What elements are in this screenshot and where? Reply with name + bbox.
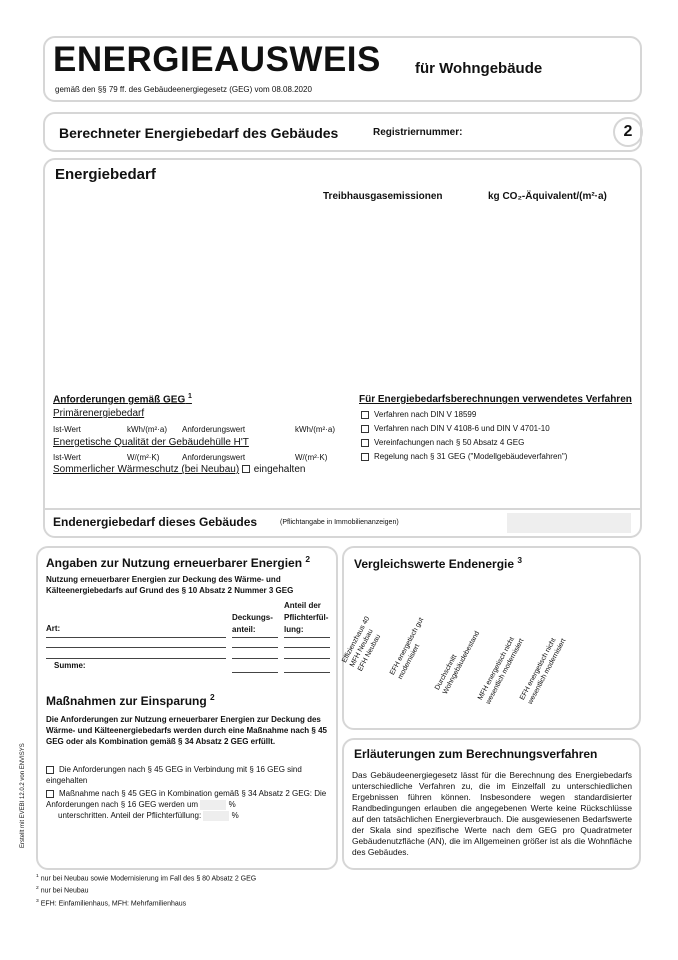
vergleich-label-3: Durchschnitt Wohngebäudebestand — [433, 630, 482, 696]
vergleich-sup: 3 — [517, 555, 523, 565]
percent-sign-2: % — [231, 811, 239, 820]
footnote — [36, 897, 256, 909]
erneuerbar-desc: Nutzung erneuerbarer Energien zur Deckung des Wärme- und Kälteenergiebedarfs auf Grund des § 10 Absatz 2 Nummer 3 GEG — [46, 575, 294, 595]
energiebedarf-title: Energiebedarf — [55, 166, 156, 183]
primaerenergie-title: Primärenergiebedarf — [53, 408, 145, 419]
footnotes — [36, 872, 256, 909]
thg-unit: kg CO₂-Äquivalent/(m²·a) — [488, 191, 607, 202]
massnahmen-option-1[interactable] — [46, 764, 328, 786]
anforderungswert-label-2: Anforderungswert — [182, 453, 246, 462]
massnahmen-desc: Die Anforderungen zur Nutzung erneuerbarer Energien zur Deckung des Wärme- und Kälteenergiebedarfs werden durch eine Maßnahme nach § 45 GEG oder als Kombination gemäß § 34 Absatz 2 GEG erfüllt. — [46, 715, 327, 746]
massnahmen-option-2[interactable] — [46, 788, 328, 821]
erneuerbar-sup: 2 — [305, 554, 311, 564]
option-2-label-2: unterschritten. Anteil der Pflichterfüllung: — [58, 811, 202, 820]
ist-wert-label: Ist-Wert — [53, 425, 81, 434]
anforderungen-sup: 1 — [188, 393, 192, 400]
vergleich-label-4: MFH energetisch nicht wesentlich modernisiert — [476, 636, 526, 706]
verfahren-option[interactable] — [361, 436, 567, 450]
anforderungen-title-text: Anforderungen gemäß GEG — [53, 394, 186, 406]
footnote-text: EFH: Einfamilienhaus, MFH: Mehrfamilienhaus — [40, 899, 187, 907]
verfahren-checkbox[interactable] — [361, 453, 369, 461]
legal-basis: gemäß den §§ 79 ff. des Gebäudeenergiegesetz (GEG) vom 08.08.2020 — [55, 85, 312, 94]
verfahren-checkbox[interactable] — [361, 425, 369, 433]
col-anteil: Anteil der Pflichterfül- lung: — [284, 601, 329, 634]
footnote-text: nur bei Neubau — [40, 887, 89, 895]
erneuerbar-title-text: Angaben zur Nutzung erneuerbarer Energien — [46, 556, 303, 570]
erlaeuterungen-title: Erläuterungen zum Berechnungsverfahren — [354, 747, 598, 761]
verfahren-option[interactable] — [361, 408, 567, 422]
erneuerbar-box — [36, 546, 338, 870]
verfahren-option[interactable] — [361, 422, 567, 436]
energiebedarf-box — [43, 158, 642, 538]
massnahmen-title-text: Maßnahmen zur Einsparung — [46, 694, 207, 708]
verfahren-checkbox[interactable] — [361, 439, 369, 447]
footnote — [36, 884, 256, 896]
row-line — [232, 637, 278, 638]
verfahren-label: Regelung nach § 31 GEG ("Modellgebäudeverfahren") — [374, 452, 568, 461]
row-line — [232, 658, 278, 659]
percent-field-1[interactable] — [200, 800, 226, 810]
erneuerbar-title — [46, 554, 310, 570]
footnote — [36, 872, 256, 884]
document-subtitle: für Wohngebäude — [415, 60, 543, 77]
ist-wert-label-2: Ist-Wert — [53, 453, 81, 462]
summe-label: Summe: — [54, 661, 86, 670]
waermeschutz-label: Sommerlicher Wärmeschutz (bei Neubau) — [53, 464, 240, 475]
summe-line — [284, 672, 330, 673]
erlaeuterungen-text: Das Gebäudeenergiegesetz lässt für die Berechnung des Energiebedarfs unterschiedliche Verfahren zu, die im Einzelfall zu unterschiedlichen Ergebnissen führen können. Insbesondere wegen standardisierter Randbedingungen erlauben die angegebenen Werte keine Rückschlüsse auf den tatsächlichen Energieverbrauch. Die ausgewiesenen Bedarfswerte der Skala sind spezifische Werte nach dem GEG pro Quadratmeter Gebäudenutzfläche (AN), die im Allgemeinen größer ist als die Wohnfläche des Gebäudes. — [352, 770, 632, 857]
endenergie-row — [45, 508, 640, 536]
ist-wert-unit-2: W/(m²·K) — [127, 453, 160, 462]
thg-label: Treibhausgasemissionen — [323, 191, 443, 202]
anforderungswert-unit-2: W/(m²·K) — [295, 453, 328, 462]
waermeschutz-row — [53, 464, 305, 475]
vergleich-label-2: EFH energetisch gut modernisiert — [388, 616, 426, 681]
vergleich-label-5: EFH energetisch nicht wesentlich modernisiert — [518, 637, 568, 706]
verfahren-option[interactable] — [361, 450, 567, 464]
anforderungswert-label: Anforderungswert — [182, 425, 246, 434]
option-2-label: Maßnahme nach § 45 GEG in Kombination gemäß § 34 Absatz 2 GEG: Die Anforderungen nach § 16 GEG werden um — [46, 789, 327, 809]
massnahmen-title — [46, 692, 215, 708]
eingehalten-label: eingehalten — [253, 464, 306, 475]
row-line — [46, 647, 226, 648]
verfahren-list — [361, 408, 567, 464]
registration-label: Registriernummer: — [373, 127, 463, 138]
footnote-number: 3 — [36, 898, 39, 904]
row-line — [284, 647, 330, 648]
verfahren-label: Vereinfachungen nach § 50 Absatz 4 GEG — [374, 438, 525, 447]
page-number-badge — [613, 117, 643, 147]
percent-field-2[interactable] — [203, 811, 229, 821]
row-line — [46, 637, 226, 638]
vergleich-title-text: Vergleichswerte Endenergie — [354, 557, 515, 571]
side-note: Erstellt mit EVEBI 12.0.2 von ENVISYS — [20, 743, 26, 848]
header-box — [43, 36, 642, 102]
vergleich-label-1: Effizienzhaus 40 MFH Neubau EFH Neubau — [341, 615, 383, 673]
row-line — [232, 647, 278, 648]
row-line — [284, 637, 330, 638]
section-header-box — [43, 112, 642, 152]
massnahmen-sup: 2 — [210, 692, 215, 702]
verfahren-title: Für Energiebedarfsberechnungen verwendetes Verfahren — [359, 394, 632, 405]
verfahren-label: Verfahren nach DIN V 4108-6 und DIN V 4701-10 — [374, 424, 550, 433]
option-2-checkbox[interactable] — [46, 790, 54, 798]
footnote-number: 2 — [36, 886, 39, 892]
section-title: Berechneter Energiebedarf des Gebäudes — [59, 125, 339, 141]
erlaeuterungen-box — [342, 738, 641, 870]
eingehalten-checkbox[interactable] — [242, 465, 250, 473]
anforderungswert-unit: kWh/(m²·a) — [295, 425, 335, 434]
footnote-number: 1 — [36, 874, 39, 879]
document-title: ENERGIEAUSWEIS — [53, 40, 381, 79]
ist-wert-unit: kWh/(m²·a) — [127, 425, 167, 434]
endenergie-title: Endenergiebedarf dieses Gebäudes — [53, 515, 258, 529]
footnote-text: nur bei Neubau sowie Modernisierung im Fall des § 80 Absatz 2 GEG — [40, 875, 257, 883]
endenergie-note: (Pflichtangabe in Immobilienanzeigen) — [280, 519, 399, 526]
col-art: Art: — [46, 624, 61, 633]
col-deckung: Deckungs- anteil: — [232, 613, 273, 634]
option-1-label: Die Anforderungen nach § 45 GEG in Verbindung mit § 16 GEG sind eingehalten — [46, 765, 302, 785]
page-number: 2 — [623, 123, 633, 140]
verfahren-label: Verfahren nach DIN V 18599 — [374, 410, 477, 419]
endenergie-value-field[interactable] — [507, 513, 631, 533]
summe-line — [232, 672, 278, 673]
vergleich-box — [342, 546, 641, 730]
percent-sign-1: % — [228, 800, 236, 809]
verfahren-checkbox[interactable] — [361, 411, 369, 419]
vergleich-title — [354, 555, 522, 571]
option-1-checkbox[interactable] — [46, 766, 54, 774]
row-line — [284, 658, 330, 659]
row-line — [46, 658, 226, 659]
gebaeudehuelle-title: Energetische Qualität der Gebäudehülle H'T — [53, 437, 249, 448]
anforderungen-title — [53, 393, 192, 405]
